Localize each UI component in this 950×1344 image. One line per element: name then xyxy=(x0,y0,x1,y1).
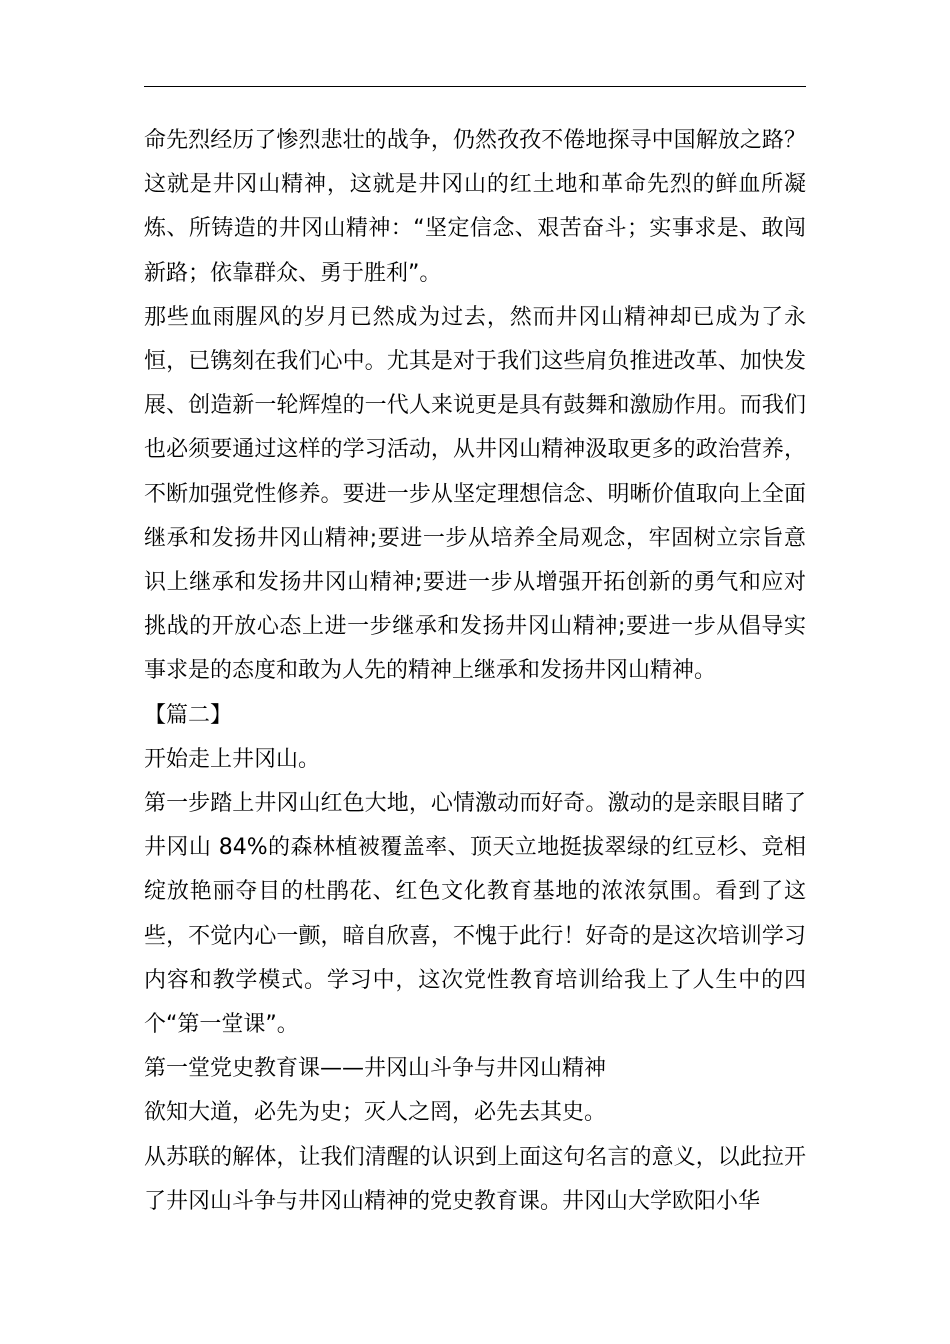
document-body xyxy=(144,119,806,1224)
section-heading-part-two: 【篇二】 xyxy=(144,702,233,728)
paragraph-eternal-spirit: 那些血雨腥风的岁月已然成为过去，然而井冈山精神却已成为了永恒，已镌刻在我们心中。尤其是对于我们这些肩负推进改革、加快发展、创造新一轮辉煌的一代人来说更是具有鼓舞和激励作用。而我们也必须要通过这样的学习活动，从井冈山精神汲取更多的政治营养，不断加强党性修养。要进一步从坚定理想信念、明晰价值取向上全面继承和发扬井冈山精神;要进一步从培养全局观念，牢固树立宗旨意识上继承和发扬井冈山精神;要进一步从增强开拓创新的勇气和应对挑战的开放心态上进一步继承和发扬井冈山精神;要进一步从倡导实事求是的态度和敢为人先的精神上继承和发扬井冈山精神。 xyxy=(144,304,806,684)
paragraph-jinggangshan-spirit: 命先烈经历了惨烈悲壮的战争，仍然孜孜不倦地探寻中国解放之路？这就是井冈山精神，这就是井冈山的红土地和革命先烈的鲜血所凝炼、所铸造的井冈山精神：“坚定信念、艰苦奋斗；实事求是、敢闯新路；依靠群众、勇于胜利”。 xyxy=(144,128,806,286)
paragraph-quote: 欲知大道，必先为史；灭人之罔，必先去其史。 xyxy=(144,1100,607,1126)
header-rule xyxy=(144,86,806,87)
paragraph-soviet-collapse: 从苏联的解体，让我们清醒的认识到上面这句名言的意义，以此拉开了井冈山斗争与井冈山精神的党史教育课。井冈山大学欧阳小华 xyxy=(144,1144,806,1214)
paragraph-first-lesson-title: 第一堂党史教育课——井冈山斗争与井冈山精神 xyxy=(144,1056,607,1082)
paragraph-first-step: 第一步踏上井冈山红色大地，心情激动而好奇。激动的是亲眼目睹了井冈山 84%的森林植被覆盖率、顶天立地挺拔翠绿的红豆杉、竞相绽放艳丽夺目的杜鹃花、红色文化教育基地的浓浓氛围。看到了这些，不觉内心一颤，暗自欣喜，不愧于此行！好奇的是这次培训学习内容和教学模式。学习中，这次党性教育培训给我上了人生中的四个“第一堂课”。 xyxy=(144,791,806,1038)
paragraph-start-journey: 开始走上井冈山。 xyxy=(144,746,321,772)
